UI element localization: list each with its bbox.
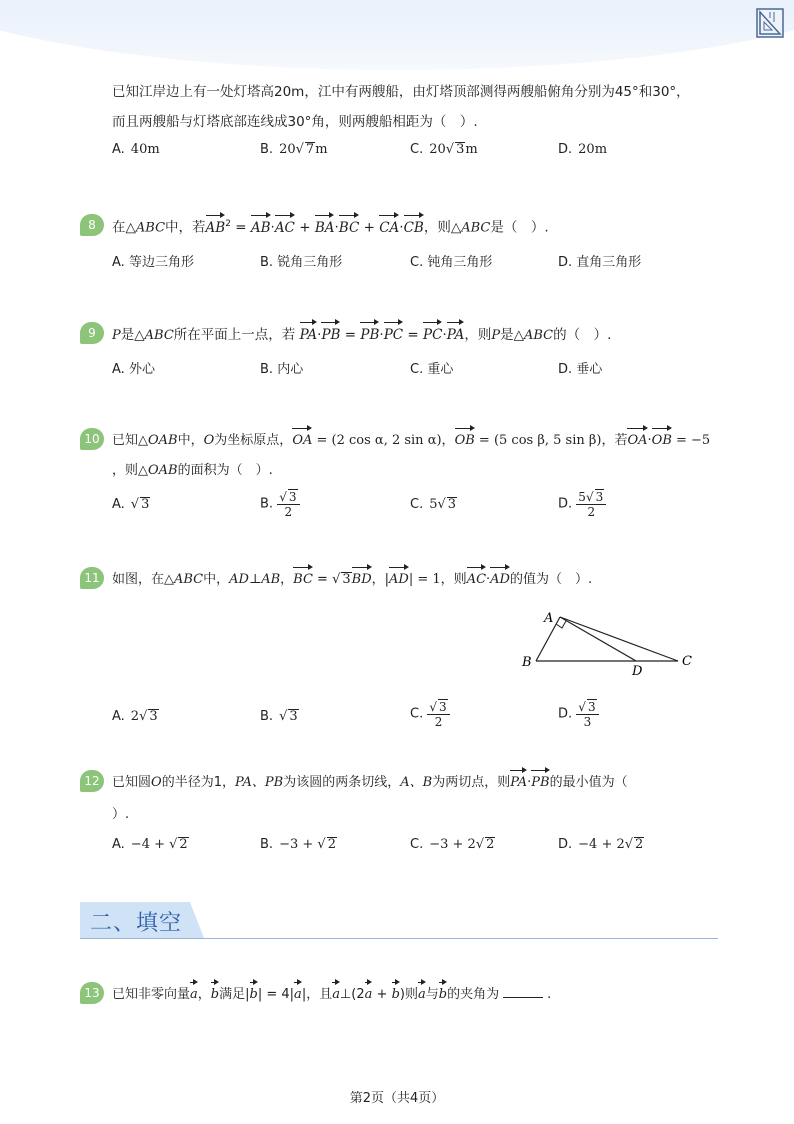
question-12-options xyxy=(80,833,720,861)
question-12 xyxy=(80,768,720,861)
option-a[interactable]: A. √ 3 xyxy=(112,497,150,512)
question-8-options xyxy=(80,247,720,275)
option-c[interactable]: C. −3 + 2√ 2 xyxy=(410,837,495,852)
question-9-stem: 9 P是△ABC所在平面上一点，若 PA·PB = PB·PC = PC·PA，则P是△ABC的（ ）. xyxy=(80,320,720,348)
segment-ac xyxy=(560,617,678,661)
question-11-options xyxy=(80,697,720,731)
question-number-badge: 10 xyxy=(80,428,104,450)
question-number-badge: 13 xyxy=(80,982,104,1004)
section-title: 二、填空 xyxy=(90,911,183,936)
question-10-stem: 10 已知△OAB中，O为坐标原点，OA = (2 cos α, 2 sin α)，OB = (5 cos β, 5 sin β)，若OA·OB = −5 ，则△OAB的面积为（ ）. xyxy=(80,426,720,483)
option-b[interactable]: B. −3 + √ 2 xyxy=(260,837,336,852)
question-9 xyxy=(80,320,720,382)
section-header-fill-in xyxy=(80,902,718,939)
question-12-stem: 12 已知圆O的半径为1，PA、PB为该圆的两条切线，A、B为两切点，则PA·PB的最小值为（ ）. xyxy=(80,768,720,827)
question-10 xyxy=(80,426,720,523)
option-c[interactable]: C. 5√ 3 xyxy=(410,497,457,512)
question-7 xyxy=(80,80,720,166)
triangle-figure xyxy=(510,609,700,681)
question-13 xyxy=(80,980,720,1007)
option-d[interactable]: D. 20m xyxy=(558,142,608,157)
question-8-stem: 8 在△ABC中，若$AB^2 = AB\cdot AC + BA\cdot BC + CA\cdot CB$，则△ABC是（ ）. xyxy=(80,212,720,241)
answer-blank[interactable] xyxy=(503,997,543,998)
segment-ad xyxy=(560,617,636,661)
question-8 xyxy=(80,212,720,275)
option-b[interactable]: B. 锐角三角形 xyxy=(260,254,343,270)
option-d[interactable]: D. −4 + 2√ 2 xyxy=(558,837,644,852)
option-b[interactable]: B. 20√ 7m xyxy=(260,142,328,157)
option-a[interactable]: A. 等边三角形 xyxy=(112,254,194,270)
option-d[interactable]: D. $\frac{√ 3}{3}$ xyxy=(558,699,599,729)
question-7-options xyxy=(80,138,720,166)
option-c[interactable]: C. $\frac{√ 3}{2}$ xyxy=(410,699,450,729)
option-d[interactable]: D. 直角三角形 xyxy=(558,254,642,270)
question-number-badge: 12 xyxy=(80,770,104,792)
option-c[interactable]: C. 20√ 3m xyxy=(410,142,478,157)
option-b[interactable]: B. $\frac{√ 3}{2}$ xyxy=(260,489,300,519)
option-c[interactable]: C. 重心 xyxy=(410,362,454,377)
option-b[interactable]: B. 内心 xyxy=(260,362,304,377)
question-11 xyxy=(80,565,720,729)
label-c: C xyxy=(682,654,692,669)
label-a: A xyxy=(544,611,554,626)
label-b: B xyxy=(522,655,532,670)
option-a[interactable]: A. −4 + √ 2 xyxy=(112,837,188,852)
option-a[interactable]: A. 外心 xyxy=(112,362,155,377)
question-9-options xyxy=(80,354,720,382)
option-a[interactable]: A. 40m xyxy=(112,142,160,157)
label-d: D xyxy=(632,664,643,679)
set-square-ruler-icon xyxy=(756,8,784,38)
question-10-options xyxy=(80,489,720,523)
question-number-badge: 8 xyxy=(80,214,104,236)
option-d[interactable]: D. $\frac{5√ 3}{2}$ xyxy=(558,489,606,519)
question-13-stem: 13 已知非零向量a，b满足|b| = 4|a|，且a⊥(2a + b)则a与b的夹角为 . xyxy=(80,980,720,1007)
question-number-badge: 11 xyxy=(80,567,104,589)
option-c[interactable]: C. 钝角三角形 xyxy=(410,254,493,270)
option-d[interactable]: D. 垂心 xyxy=(558,362,603,377)
page-footer: 第2页（共4页） xyxy=(349,1091,445,1106)
question-11-stem: 11 如图，在△ABC中，AD⊥AB，BC = √ 3BD，|AD| = 1，则AC·AD的值为（ ）. xyxy=(80,565,720,592)
option-a[interactable]: A. 2√ 3 xyxy=(112,709,158,724)
question-number-badge: 9 xyxy=(80,322,104,344)
header-decoration xyxy=(0,0,794,70)
question-7-stem: 已知江岸边上有一处灯塔高20m，江中有两艘船，由灯塔顶部测得两艘船俯角分别为45°和30°， 而且两艘船与灯塔底部连线成30°角，则两艘船相距为（ ）. xyxy=(112,84,690,130)
option-b[interactable]: B. √ 3 xyxy=(260,709,298,724)
